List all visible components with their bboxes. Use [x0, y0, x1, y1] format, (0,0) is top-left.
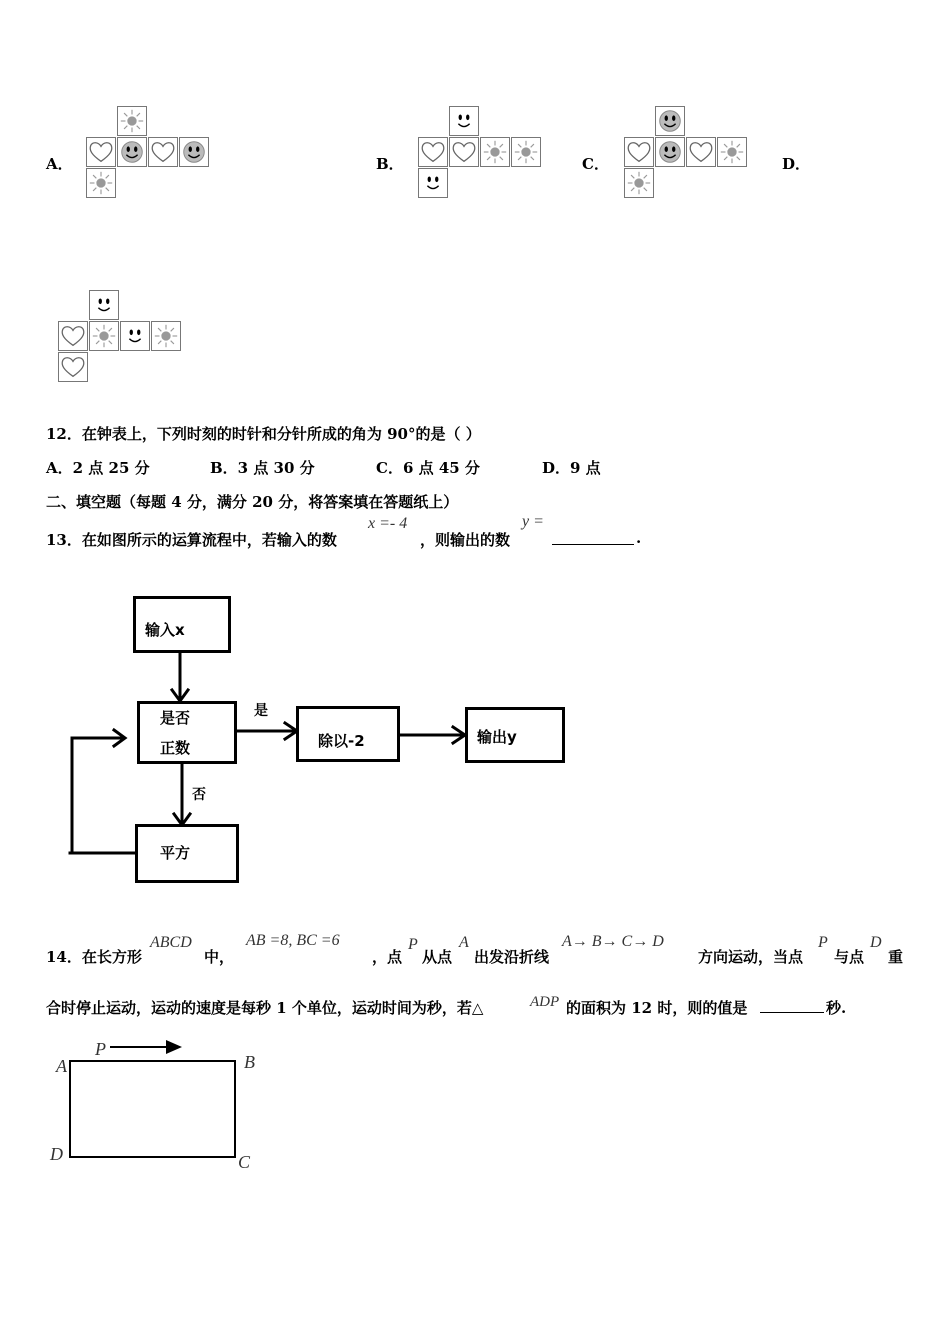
- rect-label-a: A: [56, 1056, 67, 1076]
- sun-icon: [624, 168, 654, 198]
- q14-math-path: A→ B→ C→ D: [562, 933, 664, 950]
- flow-decision-label-1: 是否: [160, 709, 191, 727]
- q13-answer-blank: [552, 544, 634, 545]
- option-b-label: B．: [376, 155, 404, 173]
- heart-icon: [58, 321, 88, 351]
- q14-math-sides: AB =8, BC =6: [246, 932, 340, 949]
- rect-label-d: D: [50, 1144, 63, 1164]
- heart-icon: [58, 352, 88, 382]
- sun-icon: [117, 106, 147, 136]
- flow-yes-label: 是: [254, 703, 268, 719]
- sun-icon: [480, 137, 510, 167]
- option-d-label: D．: [782, 155, 811, 173]
- q13-math-x: x =- 4: [368, 515, 408, 532]
- flow-output-label: 输出y: [477, 728, 517, 746]
- heart-icon: [418, 137, 448, 167]
- sun-icon: [511, 137, 541, 167]
- q14-math-p2: P: [818, 934, 828, 951]
- q14-text-6: 方向运动，当点: [698, 948, 804, 966]
- smiley-icon: [179, 137, 209, 167]
- q12-option-c: C．6 点 45 分: [376, 459, 480, 477]
- q14-text-1: 14．在长方形: [46, 948, 142, 966]
- q14-math-adp: ADP: [530, 994, 560, 1010]
- q13-text-1: 13．在如图所示的运算流程中，若输入的数: [46, 531, 337, 549]
- q14-line2-b: 的面积为 12 时，则的值是: [566, 999, 748, 1017]
- sun-icon: [86, 168, 116, 198]
- smiley-icon: [418, 168, 448, 198]
- q12-option-b: B．3 点 30 分: [210, 459, 315, 477]
- q13-math-y: y =: [522, 513, 544, 530]
- q14-text-8: 重: [888, 948, 904, 966]
- q13-text-2: ，则输出的数: [420, 531, 511, 549]
- heart-icon: [86, 137, 116, 167]
- cube-net-b: [418, 106, 546, 202]
- q12-stem: 12．在钟表上，下列时刻的时针和分针所成的角为 90°的是（ ）: [46, 425, 481, 443]
- smiley-icon: [117, 137, 147, 167]
- q14-text-3: ，点: [372, 948, 403, 966]
- cube-net-c: [624, 106, 752, 202]
- smiley-icon: [655, 137, 685, 167]
- smiley-icon: [89, 290, 119, 320]
- rect-label-b: B: [244, 1052, 255, 1072]
- smiley-icon: [655, 106, 685, 136]
- option-a-label: A．: [46, 155, 73, 173]
- q14-math-d: D: [870, 934, 882, 951]
- q14-text-2: 中，: [204, 948, 235, 966]
- q12-option-a: A．2 点 25 分: [46, 459, 150, 477]
- heart-icon: [624, 137, 654, 167]
- heart-icon: [449, 137, 479, 167]
- q14-text-7: 与点: [834, 948, 865, 966]
- flow-input-label: 输入x: [145, 621, 185, 639]
- section-heading: 二、填空题（每题 4 分，满分 20 分，将答案填在答题纸上）: [46, 493, 459, 511]
- heart-icon: [686, 137, 716, 167]
- flow-divide-label: 除以-2: [318, 732, 365, 750]
- flow-decision-label-2: 正数: [160, 739, 191, 757]
- q12-option-d: D．9 点: [542, 459, 601, 477]
- rect-label-p: P: [95, 1039, 106, 1059]
- q14-math-abcd: ABCD: [150, 934, 192, 951]
- rect-label-c: C: [238, 1152, 251, 1172]
- cube-net-a: [86, 106, 214, 202]
- q14-text-4: 从点: [422, 948, 453, 966]
- smiley-icon: [449, 106, 479, 136]
- q14-text-5: 出发沿折线: [474, 948, 550, 966]
- q14-math-p: P: [408, 936, 418, 953]
- smiley-icon: [120, 321, 150, 351]
- sun-icon: [717, 137, 747, 167]
- q14-line2-a: 合时停止运动，运动的速度是每秒 1 个单位，运动时间为秒，若△: [46, 999, 484, 1017]
- option-c-label: C．: [582, 155, 609, 173]
- flow-no-label: 否: [192, 787, 206, 803]
- heart-icon: [148, 137, 178, 167]
- q14-math-a: A: [459, 934, 469, 951]
- q14-line2-c: 秒.: [826, 999, 847, 1017]
- cube-net-d: [58, 290, 186, 386]
- q14-answer-blank: [760, 1012, 824, 1013]
- sun-icon: [151, 321, 181, 351]
- q13-end: .: [636, 529, 642, 547]
- sun-icon: [89, 321, 119, 351]
- flow-square-label: 平方: [160, 844, 191, 862]
